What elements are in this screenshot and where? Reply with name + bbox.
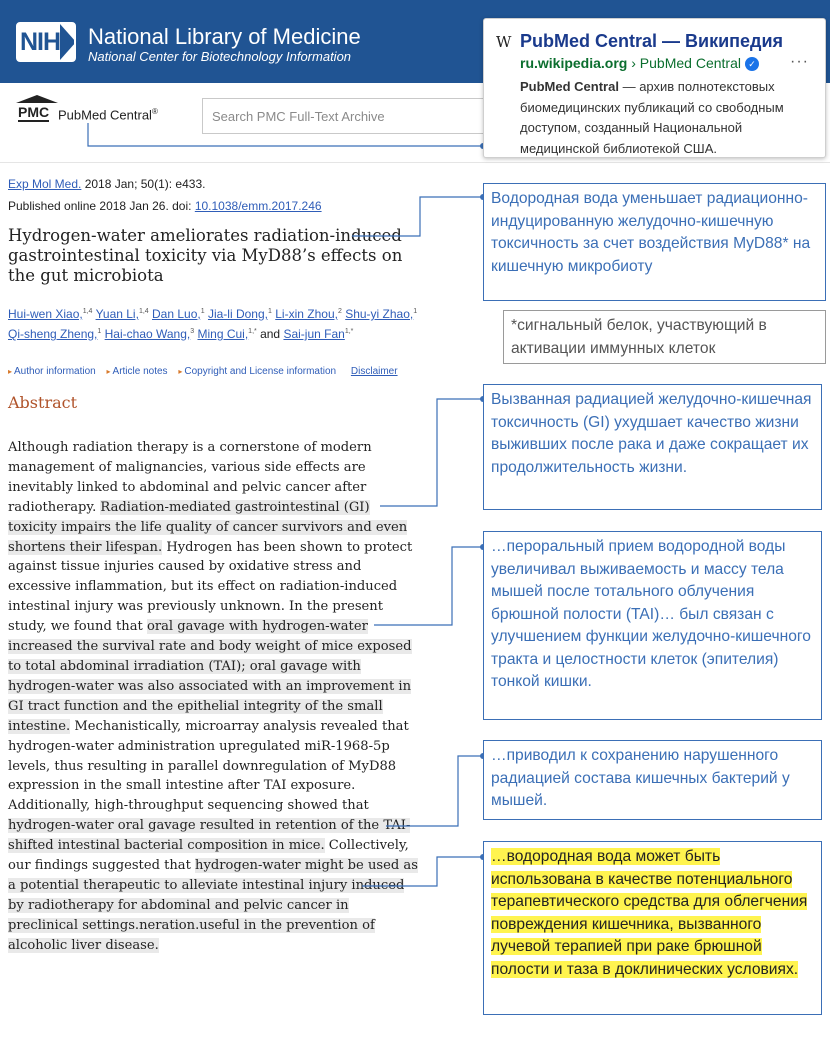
author-link[interactable]: Ming Cui, [197,327,249,341]
note-bacteria: …приводил к сохранению нарушенного радиацией состава кишечных бактерий у мышей. [483,740,822,820]
author-affil[interactable]: 1,* [344,328,354,335]
author-link[interactable]: Dan Luo, [152,307,201,321]
disclaimer-link[interactable]: Disclaimer [350,366,398,377]
pmc-name[interactable] [58,107,158,122]
nlm-title[interactable]: National Library of Medicine [88,24,361,49]
author-affil[interactable]: 1,4 [138,308,149,315]
wikipedia-description [520,77,820,159]
author-link[interactable]: Yuan Li, [95,307,139,321]
author-affil[interactable]: 2 [337,308,342,315]
author-link[interactable]: Shu-yi Zhao, [345,307,414,321]
note-gavage-results: …пероральный прием водородной воды увеличивал выживаемость и массу тела мышей после тотального облучения брюшной полости (TAI)… был связан с улучшением функции желудочно-кишечного тракта и целостности клеток (эпителия) тонкой кишки. [483,531,822,720]
article-notes-link[interactable]: Article notes [112,366,168,377]
wikipedia-url-path: › PubMed Central [627,55,741,71]
pmc-reg-mark: ® [151,107,158,116]
author-link[interactable]: Li-xin Zhou, [275,307,338,321]
note-conclusion [483,841,822,1015]
article-meta-links [8,366,406,377]
author-link[interactable]: Jia-li Dong, [207,307,268,321]
abstract-body [8,438,422,956]
abstract-highlight: oral gavage with hydrogen-water increased the survival rate and body weight of mice exposed to total abdominal irradiation (TAI); oral gavage with hydrogen-water was also associated with an improvement in GI tract function and the epithelial integrity of the small intestine. [8,619,412,734]
author-link[interactable]: Qi-sheng Zheng, [8,327,98,341]
abstract-text: Although radiation therapy is a cornerstone of modern management of malignancies, various side effects are inevitably linked to abdominal and pelvic cancer after radiotherapy. [8,440,372,515]
triangle-right-icon: ▸ [178,367,183,376]
published-line [8,199,322,213]
nlm-subtitle: National Center for Biotechnology Information [88,49,352,64]
article-title: Hydrogen-water ameliorates radiation-induced gastrointestinal toxicity via MyD88’s effects on the gut microbiota [8,226,403,285]
pmc-logo-text: PMC [18,104,50,120]
triangle-right-icon: ▸ [106,367,111,376]
note-gi-toxicity: Вызванная радиацией желудочно-кишечная токсичность (GI) ухудшает качество жизни выживших после рака и даже сокращает их продолжительность жизни. [483,384,822,510]
published-prefix: Published online 2018 Jan 26. doi: [8,199,195,213]
note-conclusion-text: …водородная вода может быть использована в качестве потенциального терапевтического средства для облегчения повреждения кишечника, вызванного лучевой терапией при раке брюшной полости и таза в доклинических условиях. [491,848,808,978]
author-affil[interactable]: 1,* [248,328,257,335]
doi-link[interactable]: 10.1038/emm.2017.246 [194,199,322,213]
abstract-text: Mechanistically, microarray analysis revealed that hydrogen-water administration upregulated miR-1968-5p levels, thus resulting in parallel downregulation of MyD88 expression in the small intestine after TAI exposure. Additionally, high-throughput sequencing showed that [8,718,409,814]
abstract-text: Collectively, our findings suggested that [8,838,409,874]
note-myd88-footnote: *сигнальный белок, участвующий в активации иммунных клеток [503,310,826,364]
nih-logo-arrow [60,24,76,60]
wikipedia-url-domain: ru.wikipedia.org [520,55,628,71]
abstract-highlight: Radiation-mediated gastrointestinal (GI) toxicity impairs the life quality of cancer survivors and even shortens their lifespan. [8,499,408,555]
author-affil[interactable]: 1 [97,328,102,335]
wikipedia-desc-bold: PubMed Central [520,79,619,94]
wikipedia-w-icon: W [496,33,512,51]
abstract-text: Hydrogen has been shown to protect against tissue injuries caused by oxidative stress and excessive inflammation, but its effect on radiation-induced intestinal injury was previously unknown. In the present study, we found that [8,539,413,635]
author-and: and [260,327,281,341]
author-link[interactable]: Hai-chao Wang, [104,327,191,341]
author-information-link[interactable]: Author information [14,366,96,377]
search-box[interactable] [202,98,492,134]
abstract-highlight: hydrogen-water oral gavage resulted in retention of the TAI-shifted intestinal bacterial composition in mice. [8,818,411,854]
pmc-roof-shape [16,95,58,103]
author-list [8,303,428,343]
journal-link[interactable]: Exp Mol Med. [8,177,82,191]
nih-logo[interactable] [16,22,76,62]
citation [8,177,205,191]
author-affil[interactable]: 1 [413,308,418,315]
triangle-right-icon: ▸ [8,367,13,376]
pmc-logo-icon[interactable] [16,95,58,123]
abstract-heading: Abstract [8,393,78,412]
author-affil[interactable]: 1,4 [82,308,93,315]
author-affil[interactable]: 1 [200,308,205,315]
author-affil[interactable]: 3 [190,328,195,335]
wikipedia-card[interactable] [483,18,826,158]
wikipedia-title-link[interactable]: PubMed Central — Википедия [520,31,784,51]
more-options-icon[interactable]: ··· [790,53,809,70]
abstract-highlight: hydrogen-water might be used as a potential therapeutic to alleviate intestinal injury induced by radiotherapy for abdominal and pelvic cancer in preclinical settings.neration.useful in the prevention of alcoholic liver disease. [8,858,418,953]
verified-check-icon: ✓ [745,57,759,71]
author-link[interactable]: Hui-wen Xiao, [8,307,83,321]
nih-logo-text: NIH [19,28,61,56]
author-affil[interactable]: 1 [268,308,272,315]
citation-rest: 2018 Jan; 50(1): e433. [81,177,206,191]
search-input[interactable] [203,99,491,133]
wikipedia-desc-text: — архив полнотекстовых биомедицинских публикаций со свободным доступом, созданный Национальной медицинской библиотекой США. [520,79,784,156]
pmc-name-text: PubMed Central [58,107,152,123]
wikipedia-url[interactable] [520,55,759,71]
note-title-translation: Водородная вода уменьшает радиационно-индуцированную желудочно-кишечную токсичность за счет воздействия MyD88* на кишечную микробиоту [483,183,826,301]
copyright-link[interactable]: Copyright and License information [184,366,337,377]
author-link[interactable]: Sai-jun Fan [283,327,345,341]
